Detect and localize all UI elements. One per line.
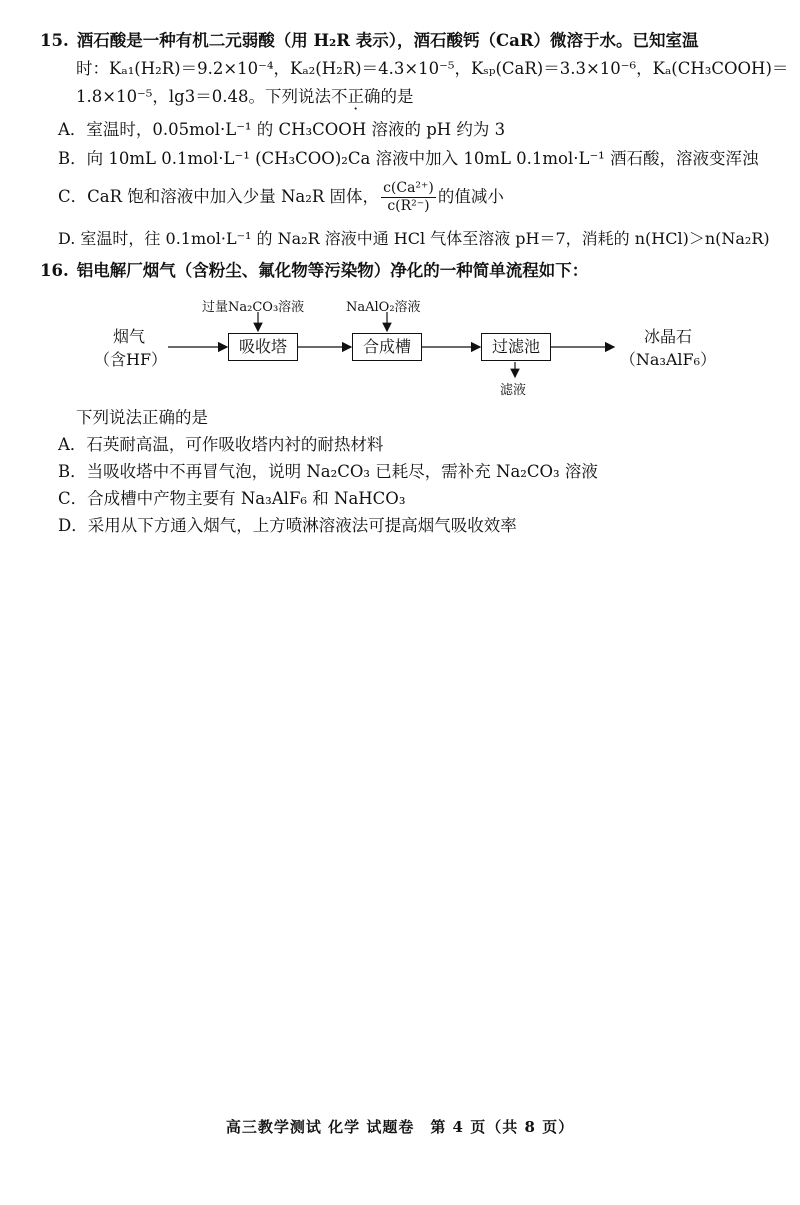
emphasis-not-correct: 不正确 — [330, 87, 381, 106]
constants-text: 1.8×10⁻⁵，lg3＝0.48。下列说法 — [76, 87, 331, 106]
q16-prompt: 下列说法正确的是 — [76, 408, 208, 427]
filter-tank-box: 过滤池 — [481, 333, 551, 361]
question-15-constants-cont — [76, 86, 413, 108]
option-c-text: C．CaR 饱和溶液中加入少量 Na₂R 固体， — [58, 187, 380, 206]
question-number: 16. — [40, 261, 69, 280]
q16-option-b: B．当吸收塔中不再冒气泡，说明 Na₂CO₃ 已耗尽，需补充 Na₂CO₃ 溶液 — [58, 462, 598, 481]
synthesis-tank-box: 合成槽 — [352, 333, 422, 361]
flue-gas-input — [94, 324, 168, 370]
q16-option-d: D．采用从下方通入烟气，上方喷淋溶液法可提高烟气吸收效率 — [58, 516, 517, 535]
page-footer: 高三教学测试 化学 试题卷 第 4 页（共 8 页） — [225, 1118, 575, 1136]
fraction-denominator: c(R²⁻) — [387, 198, 430, 214]
input-label: 烟气 — [112, 327, 145, 346]
option-c-text-end: 的值减小 — [437, 187, 504, 206]
question-number: 15. — [40, 31, 69, 50]
reagent-label-2: NaAlO₂溶液 — [346, 300, 421, 315]
question-15-constants: 时：Kₐ₁(H₂R)＝9.2×10⁻⁴，Kₐ₂(H₂R)＝4.3×10⁻⁵，Kₛₚ(CaR)＝3.3×10⁻⁶，Kₐ(CH₃COOH)＝ — [76, 59, 789, 78]
input-composition: （含HF） — [94, 350, 168, 369]
q16-option-a: A．石英耐高温，可作吸收塔内衬的耐热材料 — [58, 435, 384, 454]
absorption-tower-box: 吸收塔 — [228, 333, 298, 361]
question-text: 铝电解厂烟气（含粉尘、氟化物等污染物）净化的一种简单流程如下： — [76, 261, 589, 280]
q15-option-b: B．向 10mL 0.1mol·L⁻¹ (CH₃COO)₂Ca 溶液中加入 10mL 0.1mol·L⁻¹ 酒石酸，溶液变浑浊 — [58, 149, 759, 168]
q15-option-a: A．室温时，0.05mol·L⁻¹ 的 CH₃COOH 溶液的 pH 约为 3 — [58, 120, 506, 139]
question-16-stem — [40, 260, 588, 282]
reagent-label-1: 过量Na₂CO₃溶液 — [202, 300, 305, 315]
q15-option-c — [58, 177, 504, 217]
cryolite-output — [618, 324, 718, 370]
filtrate-label: 滤液 — [500, 383, 527, 398]
constants-text-end: 的是 — [380, 87, 414, 106]
question-text: 酒石酸是一种有机二元弱酸（用 H₂R 表示），酒石酸钙（CaR）微溶于水。已知室温 — [76, 31, 699, 50]
output-formula: （Na₃AlF₆） — [619, 350, 717, 369]
output-label: 冰晶石 — [643, 327, 692, 346]
ratio-fraction — [381, 180, 436, 215]
q15-option-d: D. 室温时，往 0.1mol·L⁻¹ 的 Na₂R 溶液中通 HCl 气体至溶液 pH＝7，消耗的 n(HCl)＞n(Na₂R) — [58, 229, 770, 248]
process-flow-diagram — [90, 296, 770, 406]
q16-option-c: C．合成槽中产物主要有 Na₃AlF₆ 和 NaHCO₃ — [58, 489, 406, 508]
question-15-stem — [40, 30, 699, 52]
fraction-numerator: c(Ca²⁺) — [383, 180, 434, 196]
